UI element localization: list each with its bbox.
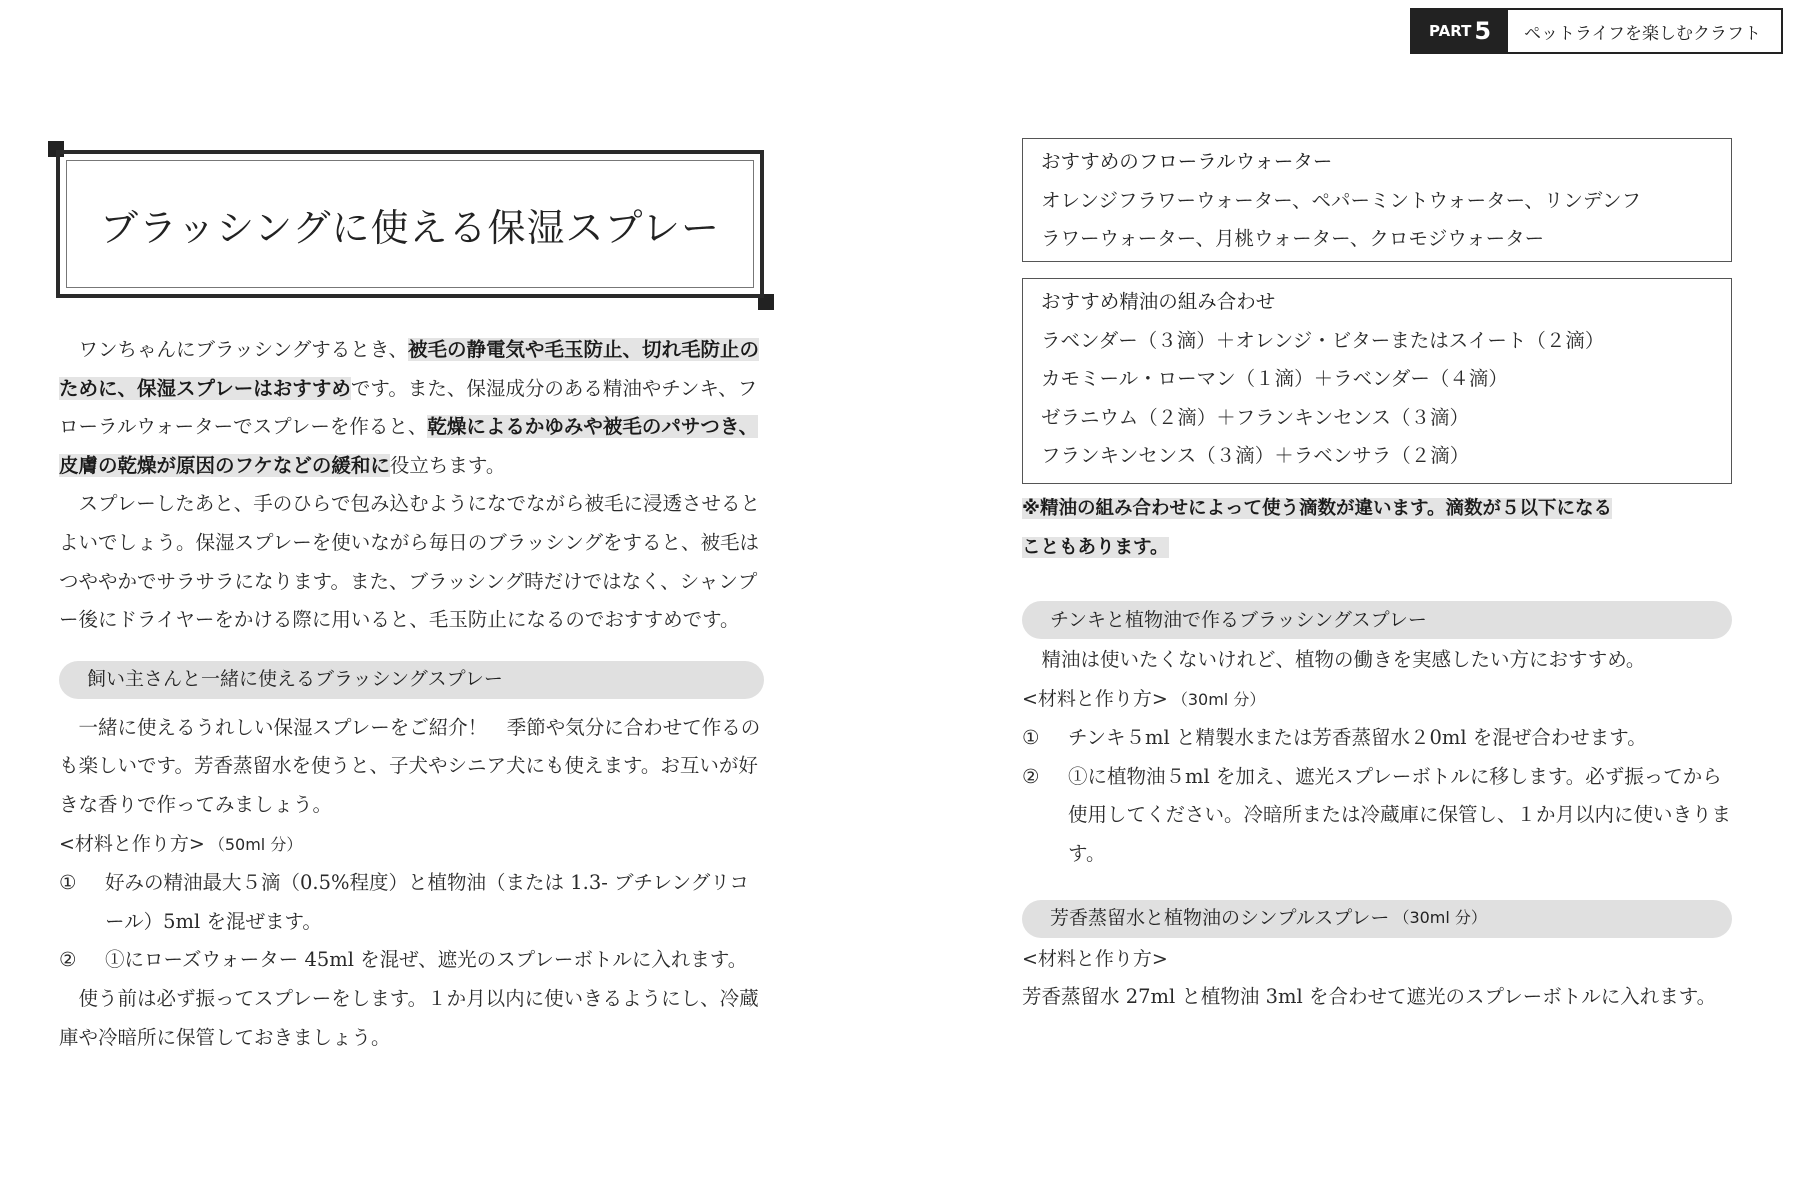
- intro-highlight-1: 被毛の静電気や毛玉防止、切れ毛防止のために、保湿スプレーはおすすめ: [59, 338, 759, 400]
- materials-qty: （50ml 分）: [208, 834, 303, 854]
- section2-steps: [1022, 719, 1732, 873]
- section-heading-tincture-spray: [1022, 601, 1732, 639]
- materials-label: <材料と作り方>: [1022, 687, 1168, 710]
- oil-box-line: ラベンダー（３滴）＋オレンジ・ビターまたはスイート（２滴）: [1041, 328, 1605, 352]
- part-title: ペットライフを楽しむクラフト: [1524, 23, 1761, 44]
- section2-intro: 精油は使いたくないけれど、植物の働きを実感したい方におすすめ。: [1041, 648, 1646, 671]
- section-heading-qty: （30ml 分）: [1393, 908, 1487, 928]
- step-mark: ①: [59, 871, 77, 895]
- step-text: ①に植物油５ml を加え、遮光スプレーボトルに移します。必ず振ってから使用してください。冷暗所または冷蔵庫に保管し、１か月以内に使いきります。: [1068, 764, 1732, 865]
- intro-text-c: です。また、保湿成分のある精油やチンキ、フローラルウォーターでスプレーを作ると、: [59, 376, 758, 439]
- intro-paragraph-2: スプレーしたあと、手のひらで包み込むようになでながら被毛に浸透させるとよいでしょう。保湿スプレーを使いながら毎日のブラッシングをすると、被毛はつややかでサラサラになります。また、ブラッシング時だけではなく、シャンプー後にドライヤーをかける際に用いると、毛玉防止になるのでおすすめです。: [59, 492, 761, 632]
- list-item: [1022, 758, 1732, 874]
- oil-box-line: フランキンセンス（３滴）＋ラベンサラ（２滴）: [1041, 444, 1470, 468]
- step-text: チンキ５ml と精製水または芳香蒸留水２0ml を混ぜ合わせます。: [1068, 726, 1647, 750]
- step-mark: ①: [1022, 726, 1040, 750]
- floral-box-line: ラワーウォーター、月桃ウォーター、クロモジウォーター: [1041, 227, 1545, 251]
- materials-label: <材料と作り方>: [59, 832, 205, 855]
- part-number: 5: [1474, 17, 1492, 45]
- section3-body: 芳香蒸留水 27ml と植物油 3ml を合わせて遮光のスプレーボトルに入れます。: [1022, 985, 1717, 1009]
- oil-box-line: ゼラニウム（２滴）＋フランキンセンス（３滴）: [1041, 405, 1470, 429]
- title-frame: [56, 150, 764, 298]
- floral-box-line: オレンジフラワーウォーター、ペパーミントウォーター、リンデンフ: [1041, 188, 1642, 212]
- page-title: ブラッシングに使える保湿スプレー: [99, 205, 720, 250]
- section-heading-owner-spray: [59, 661, 764, 699]
- oil-box-heading: おすすめ精油の組み合わせ: [1041, 290, 1276, 313]
- part-badge: [1410, 8, 1783, 54]
- section-heading-text: 芳香蒸留水と植物油のシンプルスプレー: [1050, 907, 1390, 930]
- list-item: [1022, 719, 1732, 758]
- floral-water-box: [1022, 138, 1732, 262]
- materials-qty: （30ml 分）: [1171, 689, 1266, 709]
- section1-steps: [59, 864, 764, 980]
- section1-intro: 一緒に使えるうれしい保湿スプレーをご紹介！ 季節や気分に合わせて作るのも楽しいです。芳香蒸留水を使うと、子犬やシニア犬にも使えます。お互いが好きな香りで作ってみましょう。: [59, 715, 761, 816]
- left-column: [59, 331, 764, 1057]
- intro-text-e: 役立ちます。: [389, 453, 506, 477]
- note-line: こともあります。: [1022, 536, 1169, 558]
- list-item: [59, 864, 764, 941]
- step-mark: ②: [59, 948, 77, 972]
- list-item: [59, 941, 764, 980]
- section-heading-text: チンキと植物油で作るブラッシングスプレー: [1050, 608, 1427, 631]
- section1-materials-label: [59, 825, 764, 865]
- section1-closing: 使う前は必ず振ってスプレーをします。１か月以内に使いきるようにし、冷蔵庫や冷暗所に保管しておきましょう。: [59, 986, 759, 1049]
- intro-paragraph-1: [59, 331, 764, 485]
- intro-highlight-2: 乾燥によるかゆみや被毛のパサつき、皮膚の乾燥が原因のフケなどの緩和に: [59, 415, 759, 477]
- step-text: 好みの精油最大５滴（0.5%程度）と植物油（または 1.3- ブチレングリコール）5ml を混ぜます。: [105, 871, 749, 933]
- oil-note: [1022, 490, 1742, 567]
- part-label: PART: [1428, 22, 1472, 40]
- section-heading-text: 飼い主さんと一緒に使えるブラッシングスプレー: [87, 668, 503, 691]
- section-heading-simple-spray: [1022, 900, 1732, 938]
- section2-materials-label: [1022, 680, 1732, 720]
- right-column: [1022, 601, 1732, 1017]
- floral-box-heading: おすすめのフローラルウォーター: [1041, 150, 1333, 173]
- step-text: ①にローズウォーター 45ml を混ぜ、遮光のスプレーボトルに入れます。: [105, 948, 748, 972]
- oil-box-line: カモミール・ローマン（１滴）＋ラベンダー（４滴）: [1041, 367, 1508, 391]
- note-line: ※精油の組み合わせによって使う滴数が違います。滴数が５以下になる: [1022, 498, 1613, 519]
- section3-materials-label: <材料と作り方>: [1022, 947, 1168, 970]
- oil-combo-box: [1022, 278, 1732, 484]
- intro-text-a: ワンちゃんにブラッシングするとき、: [78, 338, 408, 361]
- step-mark: ②: [1022, 764, 1040, 788]
- part-label-block: [1412, 10, 1508, 52]
